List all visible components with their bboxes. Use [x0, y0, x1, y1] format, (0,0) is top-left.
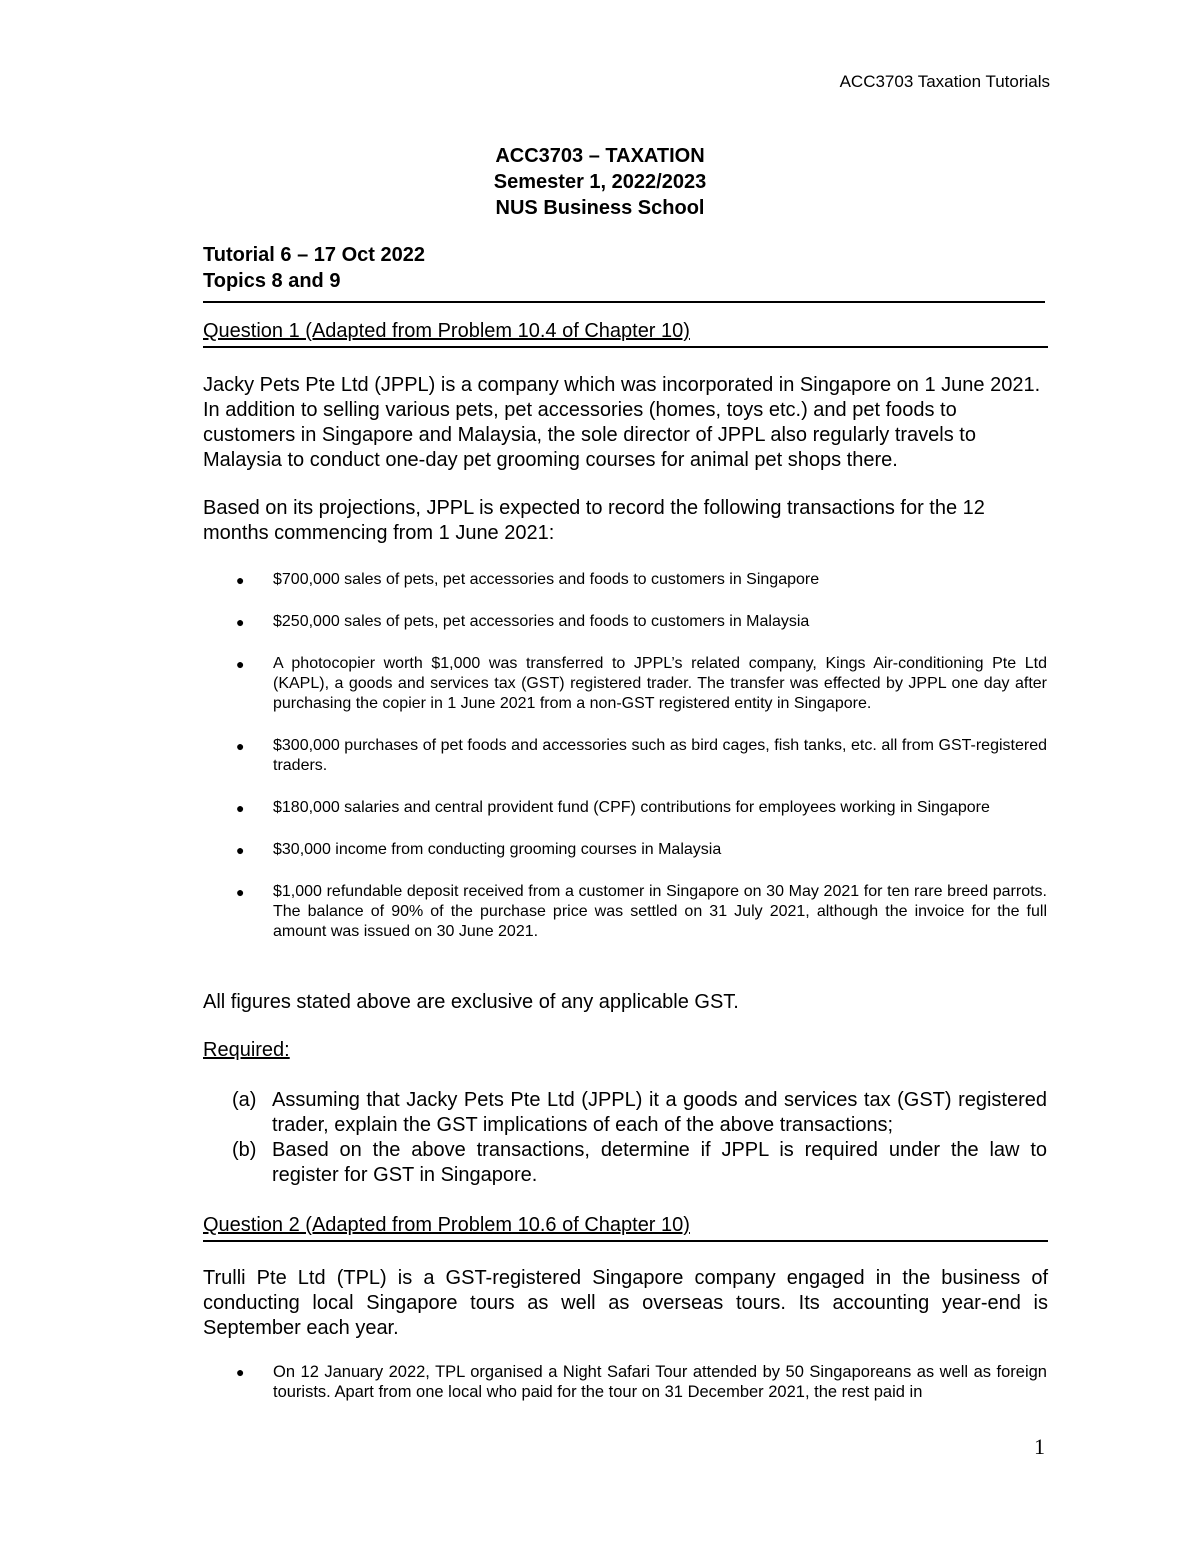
list-item-text: $250,000 sales of pets, pet accessories and foods to customers in Malaysia	[273, 613, 810, 630]
course-title: ACC3703 – TAXATION	[495, 145, 705, 167]
list-item-text: $180,000 salaries and central provident fund (CPF) contributions for employees working in Singapore	[273, 799, 990, 816]
list-item	[232, 736, 1047, 776]
list-item	[232, 798, 1047, 818]
list-item-text: $700,000 sales of pets, pet accessories and foods to customers in Singapore	[273, 571, 820, 588]
school-line: NUS Business School	[495, 197, 705, 219]
question-1-heading	[203, 318, 1048, 348]
question-1-transactions	[232, 570, 1047, 964]
list-item	[232, 1088, 1047, 1138]
running-header: ACC3703 Taxation Tutorials	[839, 72, 1050, 91]
question-1-heading-text: Question 1 (Adapted from Problem 10.4 of Chapter 10)	[203, 320, 690, 342]
bullet-icon: ●	[236, 572, 245, 588]
part-label: (b)	[232, 1139, 257, 1161]
list-item	[232, 612, 1047, 632]
bullet-icon: ●	[236, 614, 245, 630]
question-1-note: All figures stated above are exclusive of any applicable GST.	[203, 991, 739, 1013]
list-item	[232, 1362, 1047, 1402]
list-item-text: $1,000 refundable deposit received from a customer in Singapore on 30 May 2021 for ten rare breed parrots. The balance of 90% of the purchase price was settled on 31 July 2021, although the invoice for the full amount was issued on 30 June 2021.	[273, 883, 1047, 940]
part-text: Assuming that Jacky Pets Pte Ltd (JPPL) it a goods and services tax (GST) registered trader, explain the GST implications of each of the above transactions;	[272, 1089, 1047, 1136]
question-2-items	[232, 1362, 1047, 1424]
question-1-intro: Jacky Pets Pte Ltd (JPPL) is a company which was incorporated in Singapore on 1 June 2021. In addition to selling various pets, pet accessories (homes, toys etc.) and pet foods to customers in Singapore and Malaysia, the sole director of JPPL also regularly travels to Malaysia to conduct one-day pet grooming courses for animal pet shops there.	[203, 374, 1041, 471]
part-label: (a)	[232, 1089, 257, 1111]
bullet-icon: ●	[236, 656, 245, 672]
tutorial-info	[203, 242, 425, 294]
course-title-block	[0, 143, 1200, 221]
list-item-text: On 12 January 2022, TPL organised a Night Safari Tour attended by 50 Singaporeans as well as foreign tourists. Apart from one local who paid for the tour on 31 December 2021, the rest paid in	[273, 1363, 1047, 1401]
question-2-intro: Trulli Pte Ltd (TPL) is a GST-registered Singapore company engaged in the business of conducting local Singapore tours as well as overseas tours. Its accounting year-end is September each year.	[203, 1267, 1048, 1339]
page-number: 1	[1034, 1434, 1045, 1459]
separator-line	[203, 301, 1045, 303]
tutorial-date: Tutorial 6 – 17 Oct 2022	[203, 244, 425, 266]
list-item	[232, 840, 1047, 860]
tutorial-topics: Topics 8 and 9	[203, 270, 341, 292]
required-label: Required:	[203, 1039, 290, 1061]
list-item	[232, 570, 1047, 590]
bullet-icon: ●	[236, 842, 245, 858]
list-item	[232, 882, 1047, 942]
bullet-icon: ●	[236, 800, 245, 816]
list-item	[232, 654, 1047, 714]
required-parts	[232, 1088, 1047, 1188]
list-item-text: A photocopier worth $1,000 was transferred to JPPL’s related company, Kings Air-conditioning Pte Ltd (KAPL), a goods and services tax (GST) registered trader. The transfer was effected by JPPL one day after purchasing the copier in 1 June 2021 from a non-GST registered entity in Singapore.	[273, 655, 1047, 712]
question-1-projection: Based on its projections, JPPL is expected to record the following transactions for the 12 months commencing from 1 June 2021:	[203, 497, 985, 544]
list-item-text: $300,000 purchases of pet foods and accessories such as bird cages, fish tanks, etc. all from GST-registered traders.	[273, 737, 1047, 774]
question-2-heading	[203, 1212, 1048, 1242]
bullet-icon: ●	[236, 738, 245, 754]
bullet-icon: ●	[236, 884, 245, 900]
question-2-heading-text: Question 2 (Adapted from Problem 10.6 of Chapter 10)	[203, 1214, 690, 1236]
bullet-icon: ●	[236, 1364, 245, 1380]
semester-line: Semester 1, 2022/2023	[493, 171, 707, 193]
list-item	[232, 1138, 1047, 1188]
part-text: Based on the above transactions, determine if JPPL is required under the law to register for GST in Singapore.	[272, 1139, 1047, 1186]
list-item-text: $30,000 income from conducting grooming courses in Malaysia	[273, 841, 722, 858]
